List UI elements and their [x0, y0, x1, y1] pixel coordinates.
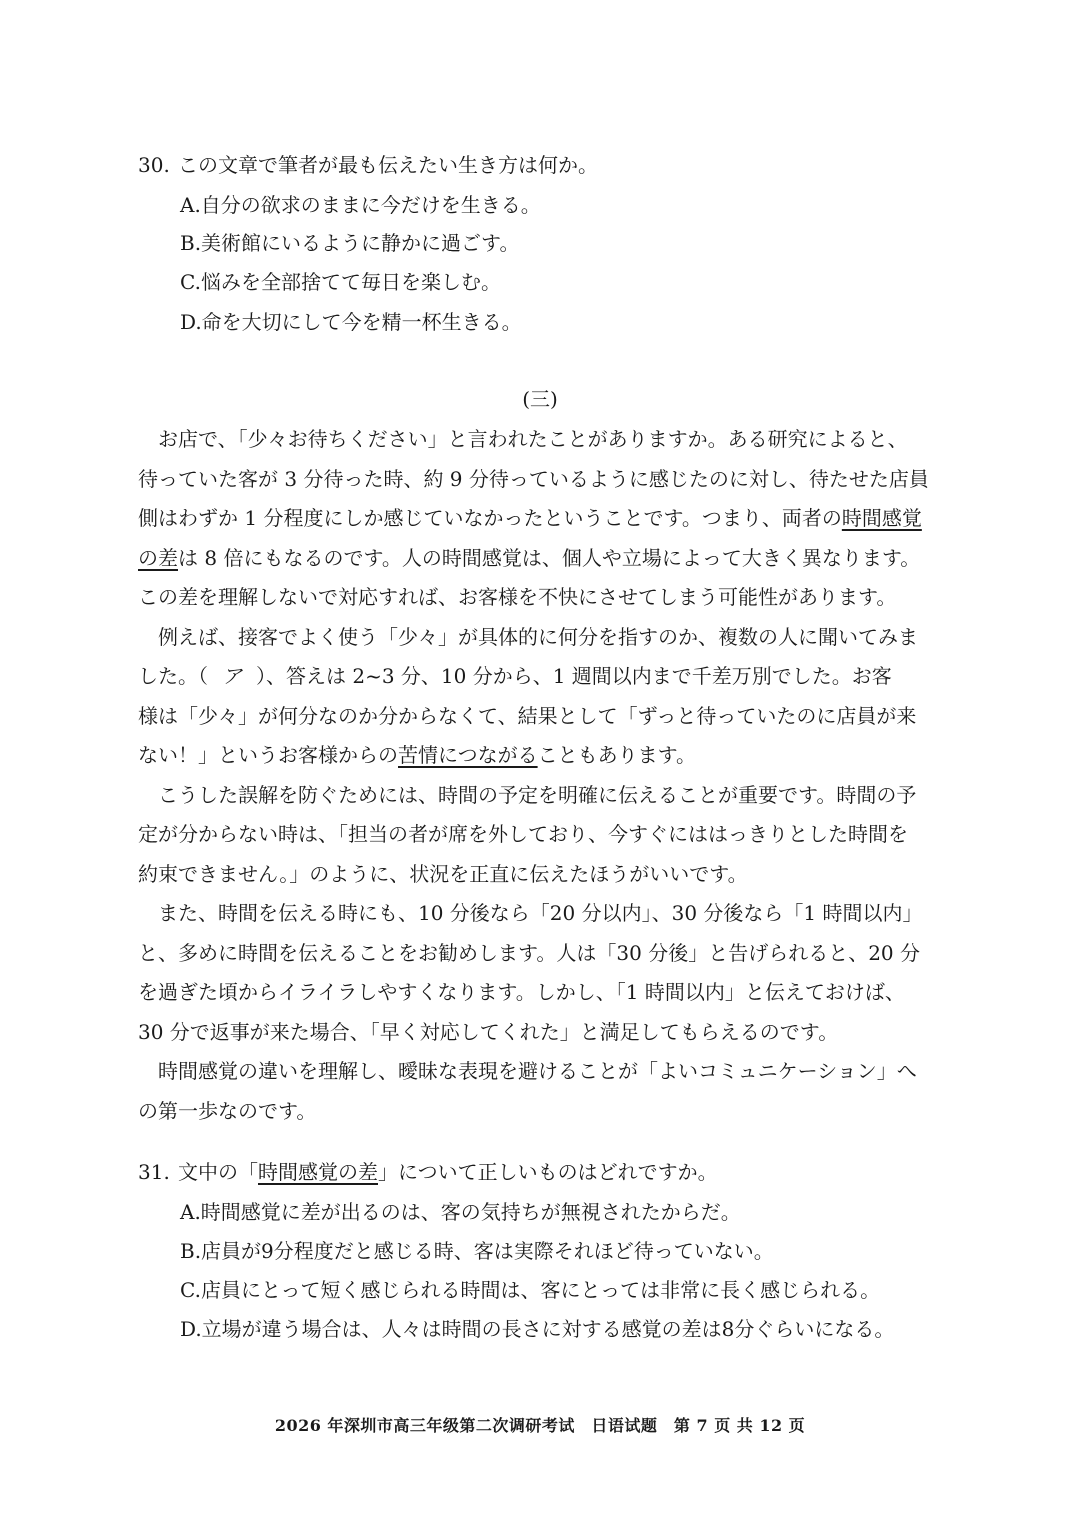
passage-line: 待っていた客が 3 分待った時、約 9 分待っているように感じたのに対し、待たせた店員 — [138, 467, 929, 491]
passage-line: また、時間を伝える時にも、10 分後なら「20 分以内」、30 分後なら「1 時間以内」 — [158, 901, 923, 925]
underlined-phrase: 時間感覚の差 — [258, 1160, 378, 1184]
page-footer: 2026 年深圳市高三年级第二次调研考试 日语试题 第 7 页 共 12 页 — [274, 1416, 806, 1435]
passage-line: を過ぎた頃からイライラしやすくなります。しかし、「1 時間以内」と伝えておけば、 — [138, 980, 905, 1004]
passage-line: 30 分で返事が来た場合、「早く対応してくれた」と満足してもらえるのです。 — [138, 1020, 839, 1044]
passage-line: 様は「少々」が何分なのか分からなくて、結果として「ずっと待っていたのに店員が来 — [138, 704, 917, 728]
question-30 — [138, 152, 598, 178]
question-31 — [138, 1159, 718, 1185]
passage-line: お店で、「少々お待ちください」と言われたことがありますか。ある研究によると、 — [158, 427, 908, 451]
blank-label: ア — [222, 664, 242, 688]
passage-line — [138, 505, 922, 531]
option-b: B.店員が9分程度だと感じる時、客は実際それほど待っていない。 — [180, 1239, 774, 1263]
passage-text: 側はわずか 1 分程度にしか感じていなかったということです。つまり、両者の — [138, 506, 842, 530]
passage-text: こともあります。 — [537, 743, 697, 767]
passage-line: 時間感覚の違いを理解し、曖昧な表現を避けることが「よいコミュニケーション」へ — [158, 1059, 917, 1083]
passage-text: ない！」というお客様からの — [138, 743, 398, 767]
underlined-phrase: 時間感覚 — [841, 506, 922, 530]
question-text: 」について正しいものはどれですか。 — [378, 1160, 718, 1184]
passage-line — [138, 545, 920, 571]
passage-line: と、多めに時間を伝えることをお勧めします。人は「30 分後」と告げられると、20 分 — [138, 941, 921, 965]
passage-line — [138, 742, 696, 768]
passage-line: 定が分からない時は、「担当の者が席を外しており、今すぐにははっきりとした時間を — [138, 822, 908, 846]
passage-line: の第一歩なのです。 — [138, 1099, 317, 1123]
underlined-phrase: 苦情につながる — [398, 743, 538, 767]
underlined-phrase: の差 — [138, 546, 178, 570]
option-d: D.立場が違う場合は、人々は時間の長さに対する感覚の差は8分ぐらいになる。 — [180, 1317, 895, 1341]
passage-line: 約束できません。」のように、状況を正直に伝えたほうがいいです。 — [138, 862, 748, 886]
option-b: B.美術館にいるように静かに過ごす。 — [180, 231, 520, 255]
option-d: D.命を大切にして今を精一杯生きる。 — [180, 310, 522, 334]
passage-text: した。（ — [138, 664, 208, 688]
passage-line: こうした誤解を防ぐためには、時間の予定を明確に伝えることが重要です。時間の予 — [158, 783, 917, 807]
question-number: 31. — [138, 1160, 170, 1184]
question-number: 30. — [138, 153, 170, 177]
passage-line: この差を理解しないで対応すれば、お客様を不快にさせてしまう可能性があります。 — [138, 585, 897, 609]
option-c: C.店員にとって短く感じられる時間は、客にとっては非常に長く感じられる。 — [180, 1278, 881, 1302]
passage-text: ）、答えは 2~3 分、10 分から、1 週間以内まで千差万別でした。お客 — [256, 664, 892, 688]
option-a: A.自分の欲求のままに今だけを生きる。 — [180, 193, 541, 217]
option-c: C.悩みを全部捨てて毎日を楽しむ。 — [180, 270, 501, 294]
passage-line: 例えば、接客でよく使う「少々」が具体的に何分を指すのか、複数の人に聞いてみま — [158, 625, 918, 649]
section-title: (三) — [522, 387, 558, 411]
question-text: 文中の「 — [178, 1160, 258, 1184]
passage-line — [138, 663, 892, 689]
option-a: A.時間感覚に差が出るのは、客の気持ちが無視されたからだ。 — [180, 1200, 741, 1224]
question-text: この文章で筆者が最も伝えたい生き方は何か。 — [178, 153, 598, 177]
passage-text: は 8 倍にもなるのです。人の時間感覚は、個人や立場によって大きく異なります。 — [178, 546, 921, 570]
